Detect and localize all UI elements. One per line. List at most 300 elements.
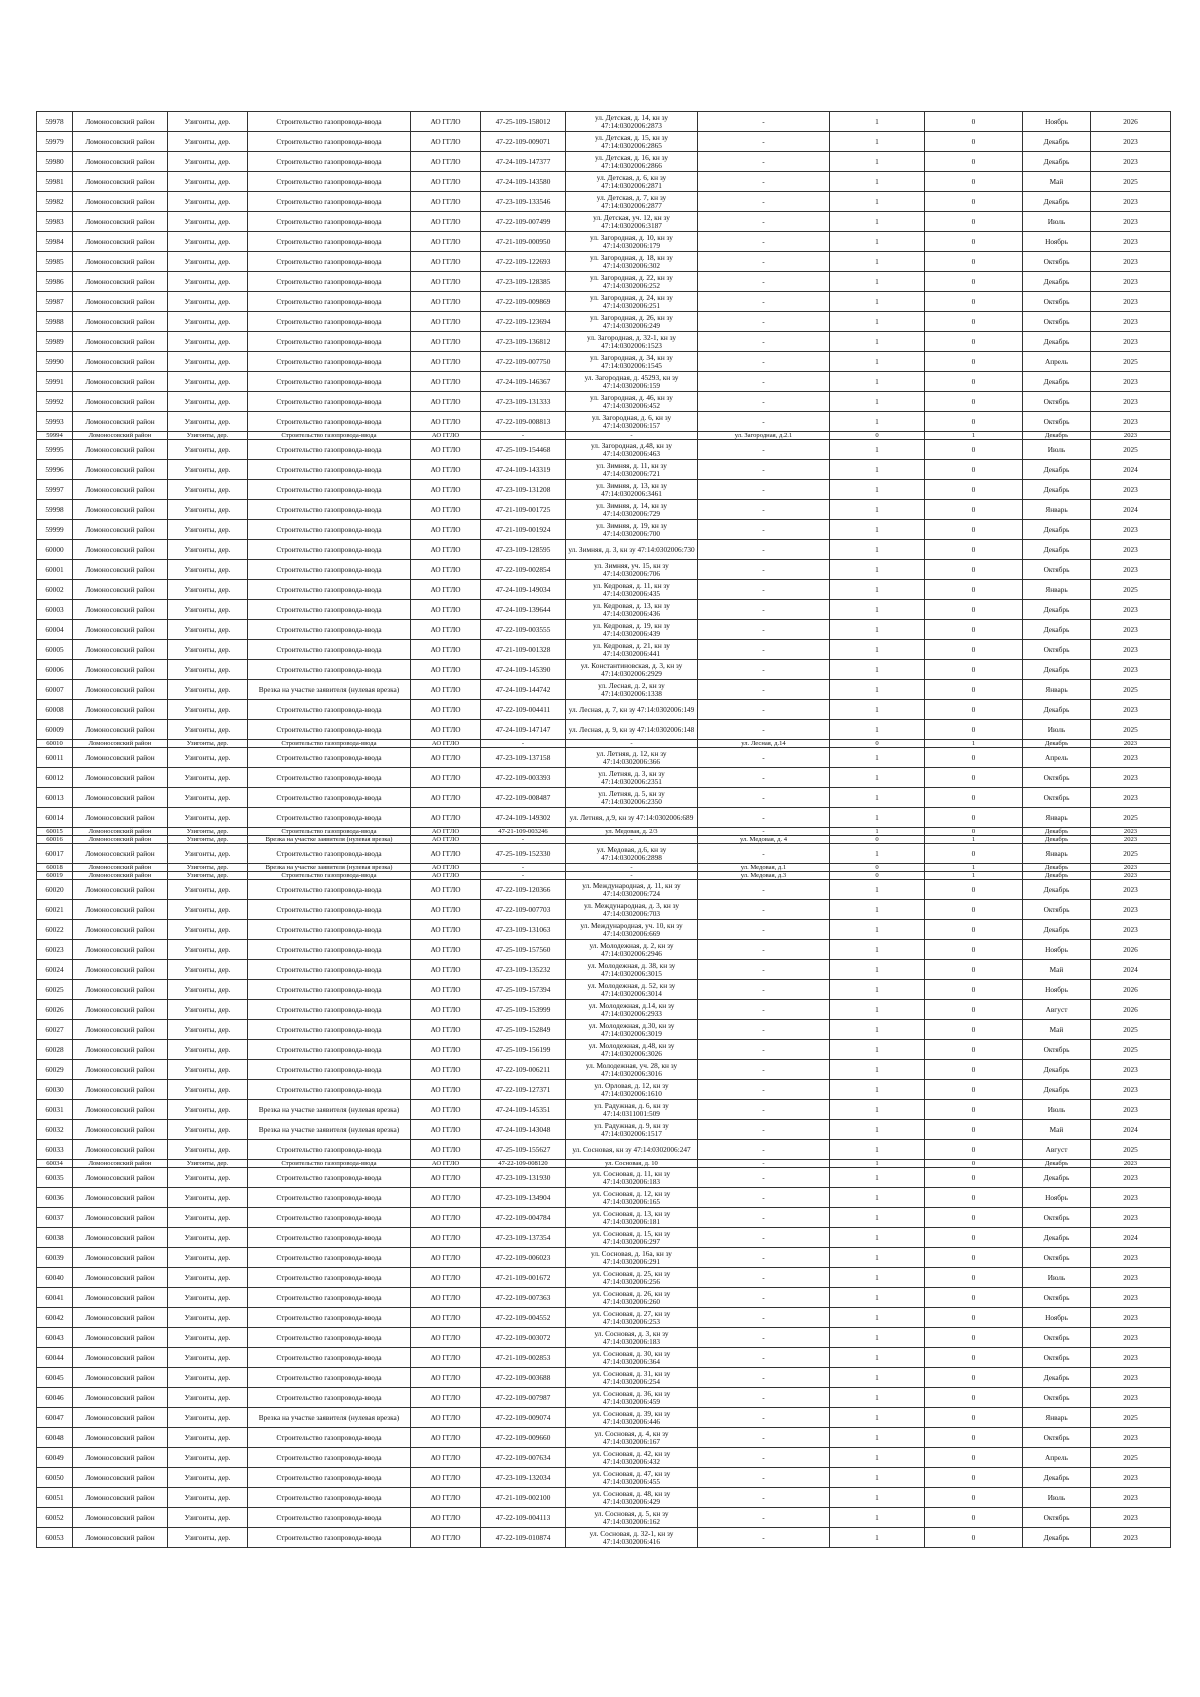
month-cell: Август [1023,1140,1091,1160]
year-cell: 2023 [1091,1508,1171,1528]
application-number-cell: - [481,432,566,440]
quantity-cell: 1 [830,440,925,460]
settlement-cell: Узигонты, дер. [168,1160,248,1168]
address-cell: ул. Зимняя, д. 13, кн зу 47:14:0302006:3461 [566,480,698,500]
table-row [37,1448,1171,1468]
table-body [37,112,1171,1548]
row-number: 60046 [37,1388,73,1408]
quantity-cell: 1 [830,1080,925,1100]
quantity-cell: 1 [830,980,925,1000]
row-number: 60009 [37,720,73,740]
note-address-cell: - [698,748,830,768]
month-cell: Октябрь [1023,1208,1091,1228]
note-address-cell: - [698,1000,830,1020]
address-cell: ул. Летняя, д.9, кн зу 47:14:0302006:689 [566,808,698,828]
month-cell: Ноябрь [1023,1308,1091,1328]
month-cell: Август [1023,1000,1091,1020]
work-type-cell: Строительство газопровода-ввода [248,1160,411,1168]
month-cell: Октябрь [1023,412,1091,432]
year-cell: 2023 [1091,1308,1171,1328]
quantity-cell: 1 [830,292,925,312]
note-address-cell: - [698,1228,830,1248]
year-cell: 2023 [1091,1328,1171,1348]
work-type-cell: Строительство газопровода-ввода [248,828,411,836]
remaining-cell: 0 [925,808,1023,828]
row-number: 60041 [37,1288,73,1308]
organization-cell: АО ГГЛО [411,920,481,940]
note-address-cell: - [698,332,830,352]
district-cell: Ломоносовский район [73,1120,168,1140]
organization-cell: АО ГГЛО [411,640,481,660]
quantity-cell: 0 [830,740,925,748]
address-cell: ул. Лесная, д. 7, кн зу 47:14:0302006:149 [566,700,698,720]
work-type-cell: Строительство газопровода-ввода [248,1468,411,1488]
organization-cell: АО ГГЛО [411,808,481,828]
address-cell: ул. Кедровая, д. 13, кн зу 47:14:0302006:436 [566,600,698,620]
work-type-cell: Строительство газопровода-ввода [248,844,411,864]
year-cell: 2023 [1091,372,1171,392]
quantity-cell: 1 [830,1308,925,1328]
note-address-cell: - [698,1408,830,1428]
quantity-cell: 1 [830,600,925,620]
year-cell: 2023 [1091,1468,1171,1488]
application-number-cell: 47-22-109-123694 [481,312,566,332]
month-cell: Ноябрь [1023,1188,1091,1208]
quantity-cell: 1 [830,1140,925,1160]
year-cell: 2023 [1091,700,1171,720]
note-address-cell: - [698,660,830,680]
settlement-cell: Узигонты, дер. [168,788,248,808]
remaining-cell: 0 [925,1188,1023,1208]
month-cell: Апрель [1023,352,1091,372]
row-number: 60016 [37,836,73,844]
year-cell: 2023 [1091,312,1171,332]
month-cell: Декабрь [1023,600,1091,620]
work-type-cell: Строительство газопровода-ввода [248,1208,411,1228]
organization-cell: АО ГГЛО [411,1448,481,1468]
remaining-cell: 0 [925,1120,1023,1140]
work-type-cell: Строительство газопровода-ввода [248,1060,411,1080]
remaining-cell: 0 [925,1508,1023,1528]
organization-cell: АО ГГЛО [411,1268,481,1288]
quantity-cell: 1 [830,152,925,172]
organization-cell: АО ГГЛО [411,900,481,920]
application-number-cell: 47-23-109-131930 [481,1168,566,1188]
note-address-cell: - [698,580,830,600]
year-cell: 2025 [1091,844,1171,864]
row-number: 60029 [37,1060,73,1080]
row-number: 60019 [37,872,73,880]
work-type-cell: Строительство газопровода-ввода [248,808,411,828]
year-cell: 2025 [1091,172,1171,192]
month-cell: Октябрь [1023,252,1091,272]
month-cell: Май [1023,172,1091,192]
year-cell: 2023 [1091,1268,1171,1288]
note-address-cell: ул. Загородная, д.2.1 [698,432,830,440]
settlement-cell: Узигонты, дер. [168,620,248,640]
quantity-cell: 0 [830,836,925,844]
work-type-cell: Строительство газопровода-ввода [248,600,411,620]
year-cell: 2025 [1091,1020,1171,1040]
table-row [37,940,1171,960]
settlement-cell: Узигонты, дер. [168,1488,248,1508]
remaining-cell: 0 [925,312,1023,332]
remaining-cell: 0 [925,252,1023,272]
month-cell: Декабрь [1023,540,1091,560]
organization-cell: АО ГГЛО [411,836,481,844]
application-number-cell: 47-22-109-003393 [481,768,566,788]
table-row [37,432,1171,440]
note-address-cell: - [698,480,830,500]
year-cell: 2023 [1091,1288,1171,1308]
application-number-cell: 47-23-109-137354 [481,1228,566,1248]
address-cell: ул. Молодежная, д. 2, кн зу 47:14:0302006:2946 [566,940,698,960]
table-row [37,460,1171,480]
remaining-cell: 0 [925,332,1023,352]
quantity-cell: 1 [830,1508,925,1528]
note-address-cell: - [698,312,830,332]
organization-cell: АО ГГЛО [411,232,481,252]
settlement-cell: Узигонты, дер. [168,1000,248,1020]
work-type-cell: Строительство газопровода-ввода [248,1368,411,1388]
organization-cell: АО ГГЛО [411,880,481,900]
district-cell: Ломоносовский район [73,844,168,864]
work-type-cell: Строительство газопровода-ввода [248,132,411,152]
address-cell: - [566,836,698,844]
year-cell: 2023 [1091,152,1171,172]
remaining-cell: 0 [925,1168,1023,1188]
district-cell: Ломоносовский район [73,152,168,172]
note-address-cell: - [698,1268,830,1288]
work-type-cell: Строительство газопровода-ввода [248,292,411,312]
work-type-cell: Строительство газопровода-ввода [248,740,411,748]
table-row [37,500,1171,520]
address-cell: ул. Детская, д. 6, кн зу 47:14:0302006:2871 [566,172,698,192]
remaining-cell: 0 [925,500,1023,520]
address-cell: ул. Сосновая, кн зу 47:14:0302006:247 [566,1140,698,1160]
year-cell: 2025 [1091,720,1171,740]
settlement-cell: Узигонты, дер. [168,808,248,828]
table-row [37,1288,1171,1308]
row-number: 60048 [37,1428,73,1448]
work-type-cell: Строительство газопровода-ввода [248,1488,411,1508]
quantity-cell: 0 [830,872,925,880]
settlement-cell: Узигонты, дер. [168,580,248,600]
district-cell: Ломоносовский район [73,1528,168,1548]
row-number: 60020 [37,880,73,900]
work-type-cell: Строительство газопровода-ввода [248,960,411,980]
address-cell: ул. Сосновая, д. 11, кн зу 47:14:0302006:183 [566,1168,698,1188]
year-cell: 2023 [1091,1348,1171,1368]
year-cell: 2023 [1091,412,1171,432]
application-number-cell: 47-22-109-007703 [481,900,566,920]
quantity-cell: 1 [830,1368,925,1388]
row-number: 59988 [37,312,73,332]
note-address-cell: - [698,112,830,132]
address-cell: ул. Орловая, д. 12, кн зу 47:14:0302006:1610 [566,1080,698,1100]
year-cell: 2026 [1091,112,1171,132]
organization-cell: АО ГГЛО [411,432,481,440]
application-number-cell: 47-24-109-144742 [481,680,566,700]
address-cell: ул. Сосновая, д. 32-1, кн зу 47:14:0302006:416 [566,1528,698,1548]
month-cell: Декабрь [1023,132,1091,152]
quantity-cell: 1 [830,640,925,660]
row-number: 59983 [37,212,73,232]
organization-cell: АО ГГЛО [411,740,481,748]
district-cell: Ломоносовский район [73,172,168,192]
row-number: 60007 [37,680,73,700]
address-cell: ул. Молодежная, д. 38, кн зу 47:14:0302006:3015 [566,960,698,980]
district-cell: Ломоносовский район [73,740,168,748]
address-cell: ул. Детская, д. 7, кн зу 47:14:0302006:2877 [566,192,698,212]
month-cell: Декабрь [1023,700,1091,720]
note-address-cell: - [698,940,830,960]
work-type-cell: Строительство газопровода-ввода [248,1228,411,1248]
note-address-cell: - [698,172,830,192]
application-number-cell: 47-24-109-146367 [481,372,566,392]
work-type-cell: Строительство газопровода-ввода [248,980,411,1000]
note-address-cell: - [698,1100,830,1120]
year-cell: 2026 [1091,980,1171,1000]
quantity-cell: 1 [830,520,925,540]
organization-cell: АО ГГЛО [411,1348,481,1368]
remaining-cell: 0 [925,1388,1023,1408]
district-cell: Ломоносовский район [73,960,168,980]
address-cell: ул. Молодежная, д. 52, кн зу 47:14:0302006:3014 [566,980,698,1000]
work-type-cell: Строительство газопровода-ввода [248,212,411,232]
address-cell: ул. Международная, д. 11, кн зу 47:14:0302006:724 [566,880,698,900]
year-cell: 2023 [1091,740,1171,748]
remaining-cell: 0 [925,980,1023,1000]
work-type-cell: Строительство газопровода-ввода [248,1428,411,1448]
table-row [37,232,1171,252]
settlement-cell: Узигонты, дер. [168,748,248,768]
district-cell: Ломоносовский район [73,1040,168,1060]
quantity-cell: 1 [830,1408,925,1428]
work-type-cell: Строительство газопровода-ввода [248,1040,411,1060]
table-row [37,540,1171,560]
settlement-cell: Узигонты, дер. [168,1428,248,1448]
organization-cell: АО ГГЛО [411,1188,481,1208]
work-type-cell: Строительство газопровода-ввода [248,1000,411,1020]
month-cell: Ноябрь [1023,980,1091,1000]
organization-cell: АО ГГЛО [411,1528,481,1548]
address-cell: ул. Сосновая, д. 39, кн зу 47:14:0302006:446 [566,1408,698,1428]
work-type-cell: Строительство газопровода-ввода [248,312,411,332]
district-cell: Ломоносовский район [73,1100,168,1120]
note-address-cell: - [698,880,830,900]
month-cell: Январь [1023,500,1091,520]
note-address-cell: - [698,620,830,640]
district-cell: Ломоносовский район [73,1188,168,1208]
quantity-cell: 1 [830,352,925,372]
settlement-cell: Узигонты, дер. [168,500,248,520]
month-cell: Июль [1023,1488,1091,1508]
district-cell: Ломоносовский район [73,440,168,460]
organization-cell: АО ГГЛО [411,1408,481,1428]
remaining-cell: 0 [925,520,1023,540]
address-cell: ул. Загородная, д. 34, кн зу 47:14:0302006:1545 [566,352,698,372]
year-cell: 2023 [1091,660,1171,680]
application-number-cell: 47-22-109-007499 [481,212,566,232]
address-cell: ул. Загородная, д.48, кн зу 47:14:0302006:463 [566,440,698,460]
application-number-cell: 47-25-109-156199 [481,1040,566,1060]
organization-cell: АО ГГЛО [411,272,481,292]
address-cell: ул. Загородная, д. 6, кн зу 47:14:0302006:157 [566,412,698,432]
settlement-cell: Узигонты, дер. [168,828,248,836]
quantity-cell: 1 [830,272,925,292]
settlement-cell: Узигонты, дер. [168,440,248,460]
row-number: 60036 [37,1188,73,1208]
organization-cell: АО ГГЛО [411,1288,481,1308]
district-cell: Ломоносовский район [73,212,168,232]
settlement-cell: Узигонты, дер. [168,836,248,844]
settlement-cell: Узигонты, дер. [168,960,248,980]
year-cell: 2023 [1091,480,1171,500]
row-number: 60044 [37,1348,73,1368]
remaining-cell: 0 [925,1528,1023,1548]
remaining-cell: 0 [925,768,1023,788]
organization-cell: АО ГГЛО [411,352,481,372]
month-cell: Октябрь [1023,292,1091,312]
application-number-cell: 47-22-109-006023 [481,1248,566,1268]
note-address-cell: - [698,1188,830,1208]
district-cell: Ломоносовский район [73,828,168,836]
table-row [37,900,1171,920]
remaining-cell: 0 [925,1428,1023,1448]
remaining-cell: 0 [925,372,1023,392]
remaining-cell: 0 [925,1268,1023,1288]
address-cell: ул. Сосновая, д. 30, кн зу 47:14:0302006:364 [566,1348,698,1368]
month-cell: Декабрь [1023,740,1091,748]
note-address-cell: - [698,1308,830,1328]
note-address-cell: - [698,828,830,836]
table-row [37,312,1171,332]
settlement-cell: Узигонты, дер. [168,1100,248,1120]
month-cell: Октябрь [1023,640,1091,660]
note-address-cell: - [698,1288,830,1308]
address-cell: ул. Молодежная, уч. 28, кн зу 47:14:0302006:3016 [566,1060,698,1080]
row-number: 60018 [37,864,73,872]
quantity-cell: 0 [830,432,925,440]
settlement-cell: Узигонты, дер. [168,1248,248,1268]
table-row [37,1120,1171,1140]
month-cell: Июль [1023,1268,1091,1288]
application-number-cell: 47-25-109-158012 [481,112,566,132]
remaining-cell: 0 [925,748,1023,768]
organization-cell: АО ГГЛО [411,1468,481,1488]
year-cell: 2023 [1091,232,1171,252]
year-cell: 2026 [1091,940,1171,960]
month-cell: Декабрь [1023,432,1091,440]
settlement-cell: Узигонты, дер. [168,1448,248,1468]
address-cell: ул. Загородная, д. 26, кн зу 47:14:0302006:249 [566,312,698,332]
remaining-cell: 0 [925,1408,1023,1428]
address-cell: ул. Константиновская, д. 3, кн зу 47:14:0302006:2929 [566,660,698,680]
row-number: 59991 [37,372,73,392]
table-row [37,560,1171,580]
work-type-cell: Строительство газопровода-ввода [248,1020,411,1040]
district-cell: Ломоносовский район [73,880,168,900]
application-number-cell: 47-23-109-136812 [481,332,566,352]
work-type-cell: Строительство газопровода-ввода [248,192,411,212]
settlement-cell: Узигонты, дер. [168,844,248,864]
row-number: 60053 [37,1528,73,1548]
application-number-cell: 47-22-109-008813 [481,412,566,432]
remaining-cell: 0 [925,352,1023,372]
row-number: 59981 [37,172,73,192]
note-address-cell: - [698,980,830,1000]
district-cell: Ломоносовский район [73,1488,168,1508]
month-cell: Декабрь [1023,1080,1091,1100]
quantity-cell: 1 [830,1528,925,1548]
organization-cell: АО ГГЛО [411,372,481,392]
district-cell: Ломоносовский район [73,352,168,372]
remaining-cell: 1 [925,740,1023,748]
table-row [37,1468,1171,1488]
remaining-cell: 0 [925,880,1023,900]
year-cell: 2025 [1091,680,1171,700]
district-cell: Ломоносовский район [73,1468,168,1488]
remaining-cell: 0 [925,1100,1023,1120]
row-number: 59993 [37,412,73,432]
application-number-cell: - [481,872,566,880]
settlement-cell: Узигонты, дер. [168,720,248,740]
month-cell: Октябрь [1023,1348,1091,1368]
month-cell: Октябрь [1023,392,1091,412]
organization-cell: АО ГГЛО [411,788,481,808]
month-cell: Июль [1023,440,1091,460]
year-cell: 2023 [1091,272,1171,292]
row-number: 60027 [37,1020,73,1040]
work-type-cell: Строительство газопровода-ввода [248,232,411,252]
organization-cell: АО ГГЛО [411,620,481,640]
district-cell: Ломоносовский район [73,1508,168,1528]
address-cell: ул. Сосновая, д. 5, кн зу 47:14:0302006:162 [566,1508,698,1528]
district-cell: Ломоносовский район [73,392,168,412]
year-cell: 2023 [1091,900,1171,920]
address-cell: ул. Сосновая, д. 42, кн зу 47:14:0302006:432 [566,1448,698,1468]
year-cell: 2023 [1091,292,1171,312]
month-cell: Декабрь [1023,872,1091,880]
row-number: 60012 [37,768,73,788]
year-cell: 2023 [1091,872,1171,880]
quantity-cell: 1 [830,172,925,192]
settlement-cell: Узигонты, дер. [168,412,248,432]
settlement-cell: Узигонты, дер. [168,740,248,748]
organization-cell: АО ГГЛО [411,1160,481,1168]
settlement-cell: Узигонты, дер. [168,1040,248,1060]
year-cell: 2023 [1091,748,1171,768]
table-row [37,1268,1171,1288]
organization-cell: АО ГГЛО [411,1060,481,1080]
application-number-cell: 47-22-109-003072 [481,1328,566,1348]
address-cell: ул. Лесная, д. 2, кн зу 47:14:0302006:1338 [566,680,698,700]
quantity-cell: 1 [830,940,925,960]
row-number: 60015 [37,828,73,836]
row-number: 59996 [37,460,73,480]
year-cell: 2023 [1091,332,1171,352]
organization-cell: АО ГГЛО [411,172,481,192]
work-type-cell: Строительство газопровода-ввода [248,872,411,880]
table-row [37,1040,1171,1060]
remaining-cell: 0 [925,1368,1023,1388]
address-cell: - [566,432,698,440]
row-number: 60003 [37,600,73,620]
table-row [37,1328,1171,1348]
month-cell: Октябрь [1023,1288,1091,1308]
settlement-cell: Узигонты, дер. [168,1408,248,1428]
